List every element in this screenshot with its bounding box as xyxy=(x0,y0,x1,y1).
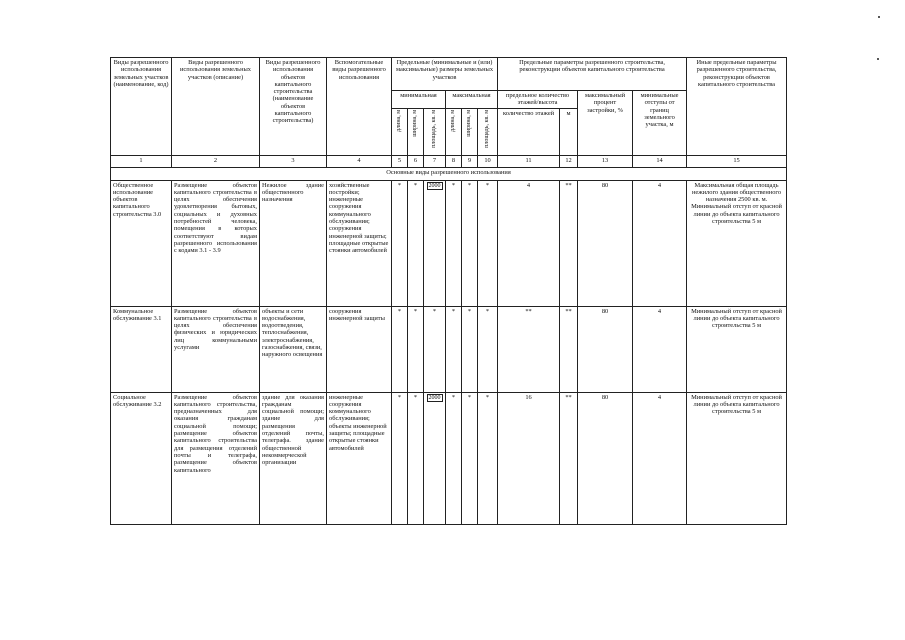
height-value: ** xyxy=(560,306,578,392)
min-width: * xyxy=(408,180,424,306)
min-length: * xyxy=(392,392,408,524)
header-max-length: длина, м xyxy=(446,108,462,155)
min-area: * xyxy=(424,306,446,392)
landuse-aux: хозяйственные постройки; инженерные сооружения коммунального обслуживания; сооружения инженерной защиты; площадные открытые стоянки автомобилей xyxy=(327,180,392,306)
header-min-length: длина, м xyxy=(392,108,408,155)
landuse-objects: здание для оказания гражданам социальной помощи; здание для размещения отделений почты, телеграфа. здание общественной некоммерческой организации xyxy=(260,392,327,524)
header-auxiliary: Вспомогательные виды разрешенного использования xyxy=(327,58,392,156)
max-length: * xyxy=(446,392,462,524)
setback-value: 4 xyxy=(633,306,687,392)
scan-speck xyxy=(878,16,880,18)
setback-value: 4 xyxy=(633,392,687,524)
min-area: 2000 xyxy=(424,392,446,524)
max-length: * xyxy=(446,180,462,306)
landuse-desc: Размещение объектов капитального строительства в целях обеспечения физических и юридических лиц коммунальными услугами xyxy=(172,306,260,392)
max-width: * xyxy=(462,392,478,524)
other-params: Минимальный отступ от красной линии до объекта капитального строительства 5 м xyxy=(687,392,787,524)
floors-value: 16 xyxy=(498,392,560,524)
header-floors: количество этажей xyxy=(498,108,560,155)
max-width: * xyxy=(462,306,478,392)
height-value: ** xyxy=(560,392,578,524)
zoning-parameters-table xyxy=(110,57,787,525)
col-number: 11 xyxy=(498,155,560,167)
min-width: * xyxy=(408,306,424,392)
min-length: * xyxy=(392,306,408,392)
floors-value: 4 xyxy=(498,180,560,306)
landuse-name: Социальное обслуживание 3.2 xyxy=(111,392,172,524)
max-area: * xyxy=(478,180,498,306)
col-number: 3 xyxy=(260,155,327,167)
landuse-objects: объекты и сети водоснабжения, водоотведения, теплоснабжения, электроснабжения, газоснабжения, связи, наружного освещения xyxy=(260,306,327,392)
landuse-name: Общественное использование объектов капитального строительства 3.0 xyxy=(111,180,172,306)
floors-value: ** xyxy=(498,306,560,392)
min-area: 2000 xyxy=(424,180,446,306)
header-max-percent: максимальный процент застройки, % xyxy=(578,91,633,156)
landuse-aux: сооружения инженерной защиты xyxy=(327,306,392,392)
percent-value: 80 xyxy=(578,180,633,306)
other-params: Минимальный отступ от красной линии до объекта капитального строительства 5 м xyxy=(687,306,787,392)
col-number: 14 xyxy=(633,155,687,167)
landuse-desc: Размещение объектов капитального строительства, предназначенных для оказания гражданам социальной помощи; размещение объектов капитального строительства для размещения отделений почты и телеграфа, размещение объектов капитального xyxy=(172,392,260,524)
landuse-name: Коммунальное обслуживание 3.1 xyxy=(111,306,172,392)
header-min-width: ширина, м xyxy=(408,108,424,155)
header-min-setback: минимальные отступы от границ земельного участка, м xyxy=(633,91,687,156)
header-landuse-name: Виды разрешенного использования земельных участков (наименование, код) xyxy=(111,58,172,156)
header-floors-group: предельное количество этажей/высота xyxy=(498,91,578,109)
col-number: 2 xyxy=(172,155,260,167)
landuse-aux: инженерные сооружения коммунального обслуживания; объекты инженерной защиты; площадные открытые стоянки автомобилей xyxy=(327,392,392,524)
header-max: максимальная xyxy=(446,91,498,109)
percent-value: 80 xyxy=(578,392,633,524)
header-min: минимальная xyxy=(392,91,446,109)
col-number: 7 xyxy=(424,155,446,167)
column-number-row xyxy=(111,155,787,167)
header-plot-sizes: Предельные (минимальные и (или) максимальные) размеры земельных участков xyxy=(392,58,498,91)
col-number: 12 xyxy=(560,155,578,167)
header-build-params: Предельные параметры разрешенного строительства, реконструкции объектов капитального строительства xyxy=(498,58,687,91)
max-width: * xyxy=(462,180,478,306)
header-max-area: площадь, кв. м xyxy=(478,108,498,155)
scan-speck xyxy=(877,58,879,60)
header-landuse-desc: Виды разрешенного использования земельных участков (описание) xyxy=(172,58,260,156)
section-row xyxy=(111,167,787,180)
header-meter: м xyxy=(560,108,578,155)
header-other-params: Иные предельные параметры разрешенного строительства, реконструкции объектов капитального строительства xyxy=(687,58,787,156)
col-number: 5 xyxy=(392,155,408,167)
header-objects: Виды разрешенного использования объектов капитального строительства (наименование объектов капитального строительства) xyxy=(260,58,327,156)
table-row xyxy=(111,180,787,306)
table-row xyxy=(111,392,787,524)
max-area: * xyxy=(478,306,498,392)
other-params: Максимальная общая площадь нежилого здания общественного назначения 2500 кв. м. Минимальный отступ от красной линии до объекта капитального строительства 5 м xyxy=(687,180,787,306)
table-row xyxy=(111,306,787,392)
section-title: Основные виды разрешенного использования xyxy=(111,167,787,180)
max-length: * xyxy=(446,306,462,392)
setback-value: 4 xyxy=(633,180,687,306)
col-number: 8 xyxy=(446,155,462,167)
col-number: 6 xyxy=(408,155,424,167)
col-number: 15 xyxy=(687,155,787,167)
height-value: ** xyxy=(560,180,578,306)
max-area: * xyxy=(478,392,498,524)
min-length: * xyxy=(392,180,408,306)
col-number: 4 xyxy=(327,155,392,167)
landuse-desc: Размещение объектов капитального строительства в целях обеспечения удовлетворения бытовых, социальных и духовных потребностей человека, помещения в которых соответствуют видам разрешенного использования с кодами 3.1 - 3.9 xyxy=(172,180,260,306)
header-row-1 xyxy=(111,58,787,91)
percent-value: 80 xyxy=(578,306,633,392)
header-max-width: ширина, м xyxy=(462,108,478,155)
col-number: 13 xyxy=(578,155,633,167)
min-width: * xyxy=(408,392,424,524)
col-number: 9 xyxy=(462,155,478,167)
landuse-objects: Нежилое здание общественного назначения xyxy=(260,180,327,306)
col-number: 1 xyxy=(111,155,172,167)
header-min-area: площадь, кв. м xyxy=(424,108,446,155)
col-number: 10 xyxy=(478,155,498,167)
